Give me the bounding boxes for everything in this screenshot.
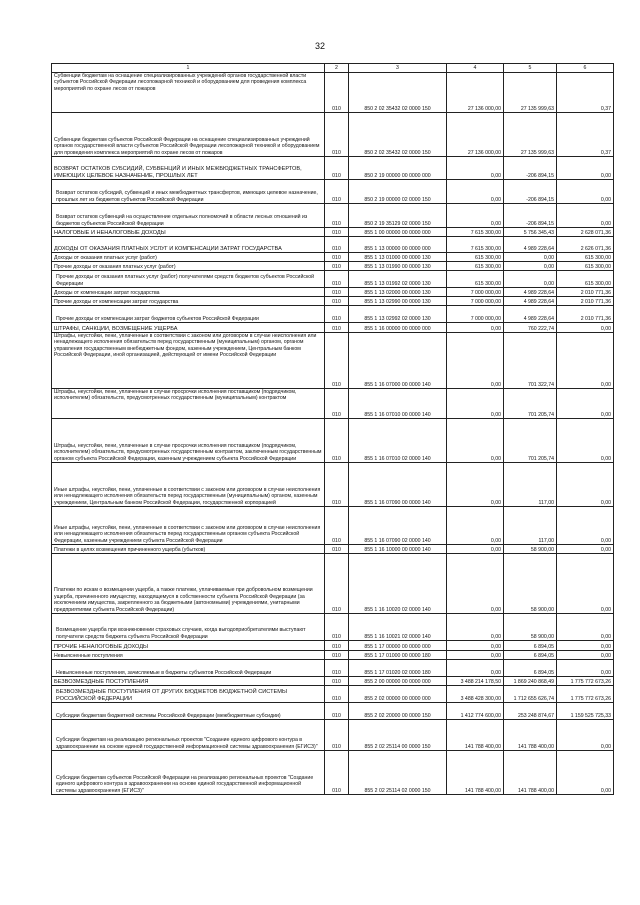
row-code: 010 — [325, 389, 349, 419]
row-fact: 58 900,00 — [504, 614, 557, 641]
row-kbk: 855 1 13 02992 02 0000 130 — [349, 306, 447, 323]
row-fact: 117,00 — [504, 463, 557, 507]
row-fact: -206 894,15 — [504, 180, 557, 204]
row-name: Платежи в целях возмещения причиненного ущерба (убытков) — [52, 545, 325, 554]
row-rest: 0,00 — [557, 554, 614, 614]
row-rest: 0,00 — [557, 660, 614, 677]
row-name: ПРОЧИЕ НЕНАЛОГОВЫЕ ДОХОДЫ — [52, 641, 325, 651]
row-kbk: 850 2 02 35432 02 0000 150 — [349, 113, 447, 157]
row-fact: 4 989 228,64 — [504, 306, 557, 323]
row-kbk: 850 2 02 35432 02 0000 150 — [349, 73, 447, 113]
row-code: 010 — [325, 660, 349, 677]
row-kbk: 855 1 16 07010 00 0000 140 — [349, 389, 447, 419]
row-code: 010 — [325, 323, 349, 333]
row-kbk: 855 1 13 02990 00 0000 130 — [349, 297, 447, 306]
row-name: Возврат остатков субсидий, субвенций и иных межбюджетных трансфертов, имеющих целевое назначение, прошлых лет из бюджетов субъектов Российской Федерации — [52, 180, 325, 204]
row-code: 010 — [325, 703, 349, 720]
table-row — [52, 73, 614, 113]
row-kbk: 855 1 16 10000 00 0000 140 — [349, 545, 447, 554]
column-header: 5 — [504, 64, 557, 73]
table-row — [52, 204, 614, 228]
column-header: 2 — [325, 64, 349, 73]
row-name: ШТРАФЫ, САНКЦИИ, ВОЗМЕЩЕНИЕ УЩЕРБА — [52, 323, 325, 333]
row-kbk: 855 1 13 02000 00 0000 130 — [349, 288, 447, 297]
row-name: Возмещение ущерба при возникновении страховых случаев, когда выгодоприобретателями выступают получатели средств бюджета субъекта Российской Федерации — [52, 614, 325, 641]
row-rest: 0,00 — [557, 204, 614, 228]
row-plan: 615 300,00 — [447, 253, 504, 262]
table-row — [52, 262, 614, 271]
row-rest: 0,00 — [557, 389, 614, 419]
row-fact: 1 869 240 868,49 — [504, 677, 557, 686]
row-rest: 0,00 — [557, 419, 614, 463]
table-row — [52, 288, 614, 297]
row-plan: 615 300,00 — [447, 262, 504, 271]
row-rest: 1 775 772 673,26 — [557, 677, 614, 686]
row-rest: 0,00 — [557, 463, 614, 507]
row-plan: 7 000 000,00 — [447, 306, 504, 323]
table-row — [52, 323, 614, 333]
row-rest: 2 628 071,36 — [557, 228, 614, 237]
row-name: Платежи по искам о возмещении ущерба, а также платежи, уплачиваемые при добровольном возмещении ущерба, причиненного имуществу, находящемуся в собственности субъекта Российской Федерации (за исключением имущества, закрепленного за бюджетными (автономными) учреждениями, унитарными предприятиями субъекта Российской Федерации) — [52, 554, 325, 614]
row-fact: 0,00 — [504, 271, 557, 288]
row-kbk: 855 1 17 01000 00 0000 180 — [349, 651, 447, 660]
row-plan: 7 000 000,00 — [447, 288, 504, 297]
row-name: Субвенции бюджетам на оснащение специализированных учреждений органов государственной власти субъектов Российской Федерации лесопожарной техникой и оборудованием для проведения комплекса мероприятий по охране лесов от пожаров — [52, 73, 325, 113]
row-rest: 2 010 771,36 — [557, 297, 614, 306]
row-code: 010 — [325, 686, 349, 703]
row-name: Возврат остатков субвенций на осуществление отдельных полномочий в области лесных отношений из бюджетов субъектов Российской Федерации — [52, 204, 325, 228]
row-plan: 615 300,00 — [447, 271, 504, 288]
row-name: Штрафы, неустойки, пени, уплаченные в случае просрочки исполнения поставщиком (подрядчиком, исполнителем) обязательств, предусмотренных государственным контрактом, заключенным государственным органом субъекта Российской Федерации, казенным учреждением субъекта Российской Федерации — [52, 419, 325, 463]
table-row — [52, 271, 614, 288]
row-fact: 4 989 228,64 — [504, 237, 557, 253]
row-code: 010 — [325, 463, 349, 507]
row-name: Доходы от компенсации затрат государства — [52, 288, 325, 297]
table-row — [52, 651, 614, 660]
row-kbk: 855 1 17 01020 02 0000 180 — [349, 660, 447, 677]
row-name: ДОХОДЫ ОТ ОКАЗАНИЯ ПЛАТНЫХ УСЛУГ И КОМПЕНСАЦИИ ЗАТРАТ ГОСУДАРСТВА — [52, 237, 325, 253]
row-plan: 0,00 — [447, 545, 504, 554]
row-rest: 0,00 — [557, 720, 614, 751]
row-code: 010 — [325, 228, 349, 237]
column-header: 4 — [447, 64, 504, 73]
table-row — [52, 419, 614, 463]
row-code: 010 — [325, 253, 349, 262]
row-fact: -206 894,15 — [504, 157, 557, 180]
row-code: 010 — [325, 306, 349, 323]
table-row — [52, 660, 614, 677]
row-plan: 0,00 — [447, 323, 504, 333]
row-rest: 0,00 — [557, 333, 614, 389]
row-fact: 701 205,74 — [504, 419, 557, 463]
row-plan: 141 788 400,00 — [447, 720, 504, 751]
row-code: 010 — [325, 157, 349, 180]
row-rest: 0,00 — [557, 507, 614, 545]
row-code: 010 — [325, 614, 349, 641]
row-rest: 0,00 — [557, 641, 614, 651]
row-name: Субсидии бюджетам на реализацию региональных проектов "Создание единого цифрового контура в здравоохранении на основе единой государственной информационной системы здравоохранения (ЕГИСЗ)" — [52, 720, 325, 751]
row-plan: 0,00 — [447, 554, 504, 614]
row-rest: 0,37 — [557, 73, 614, 113]
row-kbk: 855 1 16 10020 02 0000 140 — [349, 554, 447, 614]
row-kbk: 855 1 13 01000 00 0000 130 — [349, 253, 447, 262]
row-rest: 615 300,00 — [557, 271, 614, 288]
table-row — [52, 306, 614, 323]
row-rest: 0,00 — [557, 651, 614, 660]
report-table — [51, 63, 614, 795]
row-plan: 7 615 300,00 — [447, 228, 504, 237]
row-code: 010 — [325, 237, 349, 253]
table-row — [52, 507, 614, 545]
row-name: Прочие доходы от компенсации затрат бюджетов субъектов Российской Федерации — [52, 306, 325, 323]
row-name: НАЛОГОВЫЕ И НЕНАЛОГОВЫЕ ДОХОДЫ — [52, 228, 325, 237]
row-kbk: 855 2 02 20000 00 0000 150 — [349, 703, 447, 720]
row-rest: 0,00 — [557, 545, 614, 554]
row-code: 010 — [325, 204, 349, 228]
row-fact: 6 894,05 — [504, 651, 557, 660]
row-fact: 701 205,74 — [504, 389, 557, 419]
row-rest: 615 300,00 — [557, 262, 614, 271]
row-rest: 0,00 — [557, 751, 614, 795]
table-row — [52, 720, 614, 751]
row-plan: 27 136 000,00 — [447, 73, 504, 113]
row-kbk: 855 1 16 10021 02 0000 140 — [349, 614, 447, 641]
row-plan: 3 488 428 300,00 — [447, 686, 504, 703]
row-kbk: 855 2 00 00000 00 0000 000 — [349, 677, 447, 686]
row-code: 010 — [325, 113, 349, 157]
column-header: 1 — [52, 64, 325, 73]
row-code: 010 — [325, 271, 349, 288]
row-name: Субсидии бюджетам субъектов Российской Федерации на реализацию региональных проектов "Создание единого цифрового контура в здравоохранении на основе единой государственной информационной системы здравоохранения (ЕГИСЗ)" — [52, 751, 325, 795]
table-row — [52, 389, 614, 419]
row-plan: 1 412 774 600,00 — [447, 703, 504, 720]
row-code: 010 — [325, 180, 349, 204]
row-code: 010 — [325, 262, 349, 271]
row-code: 010 — [325, 651, 349, 660]
row-plan: 0,00 — [447, 660, 504, 677]
row-plan: 0,00 — [447, 389, 504, 419]
row-code: 010 — [325, 751, 349, 795]
row-rest: 615 300,00 — [557, 253, 614, 262]
row-rest: 1 159 525 725,33 — [557, 703, 614, 720]
table-row — [52, 113, 614, 157]
row-rest: 0,00 — [557, 614, 614, 641]
table-row — [52, 614, 614, 641]
row-code: 010 — [325, 641, 349, 651]
row-rest: 2 626 071,36 — [557, 237, 614, 253]
row-kbk: 855 1 16 07090 00 0000 140 — [349, 463, 447, 507]
row-name: Штрафы, неустойки, пени, уплаченные в случае просрочки исполнения поставщиком (подрядчиком, исполнителем) обязательств, предусмотренных государственным (муниципальным) контрактом — [52, 389, 325, 419]
table-row — [52, 333, 614, 389]
row-fact: 4 989 228,64 — [504, 288, 557, 297]
row-name: Прочие доходы от компенсации затрат государства — [52, 297, 325, 306]
row-name: Доходы от оказания платных услуг (работ) — [52, 253, 325, 262]
row-plan: 0,00 — [447, 204, 504, 228]
row-name: Субсидии бюджетам бюджетной системы Российской Федерации (межбюджетные субсидии) — [52, 703, 325, 720]
row-rest: 0,00 — [557, 157, 614, 180]
row-kbk: 855 1 13 01990 00 0000 130 — [349, 262, 447, 271]
row-fact: 117,00 — [504, 507, 557, 545]
row-kbk: 855 1 16 07010 02 0000 140 — [349, 419, 447, 463]
table-row — [52, 751, 614, 795]
row-fact: 253 248 874,67 — [504, 703, 557, 720]
row-name: Невыясненные поступления — [52, 651, 325, 660]
row-code: 010 — [325, 720, 349, 751]
row-code: 010 — [325, 507, 349, 545]
row-fact: 141 788 400,00 — [504, 751, 557, 795]
row-name: ВОЗВРАТ ОСТАТКОВ СУБСИДИЙ, СУБВЕНЦИЙ И ИНЫХ МЕЖБЮДЖЕТНЫХ ТРАНСФЕРТОВ, ИМЕЮЩИХ ЦЕЛЕВОЕ НАЗНАЧЕНИЕ, ПРОШЛЫХ ЛЕТ — [52, 157, 325, 180]
row-plan: 0,00 — [447, 180, 504, 204]
row-kbk: 855 1 17 00000 00 0000 000 — [349, 641, 447, 651]
table-row — [52, 686, 614, 703]
row-code: 010 — [325, 419, 349, 463]
row-plan: 7 615 300,00 — [447, 237, 504, 253]
row-rest: 1 775 772 673,26 — [557, 686, 614, 703]
row-plan: 141 788 400,00 — [447, 751, 504, 795]
row-code: 010 — [325, 333, 349, 389]
row-rest: 0,00 — [557, 323, 614, 333]
row-fact: 0,00 — [504, 262, 557, 271]
row-code: 010 — [325, 554, 349, 614]
row-name: БЕЗВОЗМЕЗДНЫЕ ПОСТУПЛЕНИЯ ОТ ДРУГИХ БЮДЖЕТОВ БЮДЖЕТНОЙ СИСТЕМЫ РОССИЙСКОЙ ФЕДЕРАЦИИ — [52, 686, 325, 703]
row-kbk: 855 2 02 25114 00 0000 150 — [349, 720, 447, 751]
row-fact: 4 989 228,64 — [504, 297, 557, 306]
row-plan: 0,00 — [447, 333, 504, 389]
row-plan: 27 136 000,00 — [447, 113, 504, 157]
row-name: Прочие доходы от оказания платных услуг (работ) — [52, 262, 325, 271]
table-row — [52, 237, 614, 253]
table-row — [52, 703, 614, 720]
table-row — [52, 677, 614, 686]
row-fact: 0,00 — [504, 253, 557, 262]
row-name: Иные штрафы, неустойки, пени, уплаченные в соответствии с законом или договором в случае неисполнения или ненадлежащего исполнения обязательств перед государственным (муниципальным) органом, казенным учреждением, Центральным банком Российской Федерации, государственной корпорацией — [52, 463, 325, 507]
row-code: 010 — [325, 297, 349, 306]
row-plan: 0,00 — [447, 651, 504, 660]
row-plan: 0,00 — [447, 419, 504, 463]
row-fact: 5 756 345,43 — [504, 228, 557, 237]
row-name: БЕЗВОЗМЕЗДНЫЕ ПОСТУПЛЕНИЯ — [52, 677, 325, 686]
table-header-row — [52, 64, 614, 73]
row-code: 010 — [325, 288, 349, 297]
row-plan: 0,00 — [447, 507, 504, 545]
row-kbk: 855 1 16 00000 00 0000 000 — [349, 323, 447, 333]
row-code: 010 — [325, 677, 349, 686]
row-fact: 141 788 400,00 — [504, 720, 557, 751]
row-kbk: 855 1 13 01992 02 0000 130 — [349, 271, 447, 288]
row-name: Невыясненные поступления, зачисляемые в бюджеты субъектов Российской Федерации — [52, 660, 325, 677]
row-plan: 0,00 — [447, 157, 504, 180]
row-code: 010 — [325, 545, 349, 554]
row-kbk: 850 2 19 00000 02 0000 150 — [349, 180, 447, 204]
row-fact: 27 135 999,63 — [504, 113, 557, 157]
table-row — [52, 157, 614, 180]
row-rest: 0,37 — [557, 113, 614, 157]
row-plan: 7 000 000,00 — [447, 297, 504, 306]
row-plan: 0,00 — [447, 463, 504, 507]
row-kbk: 855 1 13 00000 00 0000 000 — [349, 237, 447, 253]
row-code: 010 — [325, 73, 349, 113]
table-row — [52, 545, 614, 554]
row-kbk: 850 2 19 35129 02 0000 150 — [349, 204, 447, 228]
table-row — [52, 180, 614, 204]
row-name: Субвенции бюджетам субъектов Российской Федерации на оснащение специализированных учреждений органов государственной власти субъектов Российской Федерации лесопожарной техникой и оборудованием для проведения комплекса мероприятий по охране лесов от пожаров — [52, 113, 325, 157]
column-header: 3 — [349, 64, 447, 73]
column-header: 6 — [557, 64, 614, 73]
table-row — [52, 228, 614, 237]
row-name: Прочие доходы от оказания платных услуг (работ) получателями средств бюджетов субъектов Российской Федерации — [52, 271, 325, 288]
row-kbk: 855 2 02 00000 00 0000 000 — [349, 686, 447, 703]
row-fact: 6 894,05 — [504, 660, 557, 677]
row-fact: 6 894,05 — [504, 641, 557, 651]
row-rest: 2 010 771,36 — [557, 288, 614, 297]
row-fact: 760 222,74 — [504, 323, 557, 333]
table-row — [52, 554, 614, 614]
row-name: Иные штрафы, неустойки, пени, уплаченные в соответствии с законом или договором в случае неисполнения или ненадлежащего исполнения обязательств перед государственным органом субъекта Российской Федерации, казенным учреждением субъекта Российской Федерации — [52, 507, 325, 545]
row-rest: 2 010 771,36 — [557, 306, 614, 323]
row-kbk: 850 2 19 00000 00 0000 000 — [349, 157, 447, 180]
row-kbk: 855 1 00 00000 00 0000 000 — [349, 228, 447, 237]
page-number: 32 — [314, 41, 325, 51]
row-kbk: 855 1 16 07090 02 0000 140 — [349, 507, 447, 545]
row-kbk: 855 2 02 25114 02 0000 150 — [349, 751, 447, 795]
row-name: Штрафы, неустойки, пени, уплаченные в соответствии с законом или договором в случае неисполнения или ненадлежащего исполнения обязательств перед государственным (муниципальным) органом, органом управления государственным внебюджетным фондом, казенным учреждением, Центральным банком Российской Федерации, иной организацией, действующей от имени Российской Федерации — [52, 333, 325, 389]
table-row — [52, 253, 614, 262]
row-fact: 27 135 999,63 — [504, 73, 557, 113]
row-fact: 58 900,00 — [504, 545, 557, 554]
table-row — [52, 641, 614, 651]
row-plan: 0,00 — [447, 641, 504, 651]
row-fact: 1 712 655 626,74 — [504, 686, 557, 703]
row-fact: 58 900,00 — [504, 554, 557, 614]
row-kbk: 855 1 16 07000 00 0000 140 — [349, 333, 447, 389]
row-fact: 701 322,74 — [504, 333, 557, 389]
row-plan: 0,00 — [447, 614, 504, 641]
row-fact: -206 894,15 — [504, 204, 557, 228]
row-rest: 0,00 — [557, 180, 614, 204]
row-plan: 3 488 214 178,50 — [447, 677, 504, 686]
table-row — [52, 297, 614, 306]
table-row — [52, 463, 614, 507]
